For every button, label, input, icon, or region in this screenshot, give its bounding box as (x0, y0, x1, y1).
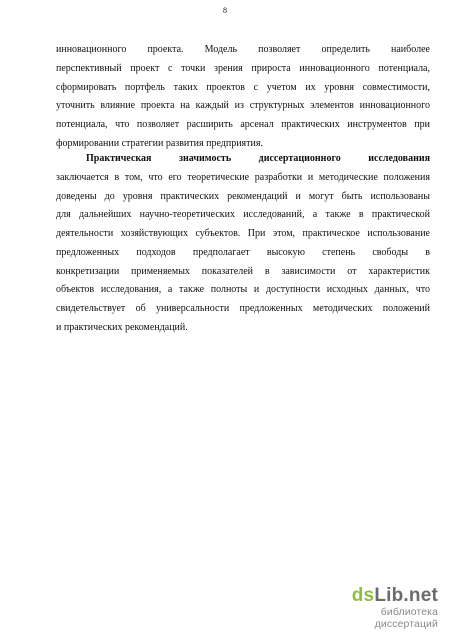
logo-part-net: .net (403, 585, 438, 606)
paragraph-model-description (56, 41, 430, 154)
text-line: сформировать портфель таких проектов с учетом их уровня совместимости, (56, 81, 430, 93)
text-line: конкретизации применяемых показателей в зависимости от характеристик (56, 265, 430, 277)
text-line: инновационного проекта. Модель позволяет определить наиболее (56, 44, 430, 55)
dslib-logo (328, 586, 438, 606)
logo-part-lib: Lib (374, 585, 404, 606)
text-line: перспективный проект с точки зрения прироста инновационного потенциала, (56, 62, 430, 74)
paragraph-practical-significance (56, 150, 430, 338)
page-number: 8 (223, 6, 227, 15)
text-line: объектов исследования, а также полноты и доступности исходных данных, что (56, 284, 430, 296)
text-line: потенциала, что позволяет расширить арсенал практических инструментов при (56, 119, 430, 130)
watermark-subtitle: библиотека диссертаций (374, 606, 438, 630)
text-line: и практических рекомендаций. (56, 321, 188, 333)
text-line: для дальнейших научно-теоретических исследований, а также в практической (56, 209, 430, 221)
text-line: доведены до уровня практических рекомендаций и могут быть использованы (56, 190, 430, 202)
dslib-watermark (328, 586, 438, 630)
logo-part-ds: ds (351, 585, 375, 606)
text-line: предложенных подходов предполагает высокую степень свободы в (56, 246, 430, 258)
paragraph-lead-heading: Практическая значимость диссертационного исследования (86, 153, 430, 164)
text-line: деятельности хозяйствующих субъектов. При этом, практическое использование (56, 228, 430, 239)
text-line: заключается в том, что его теоретические разработки и методические положения (56, 171, 430, 183)
text-line: формировании стратегии развития предприятия. (56, 137, 263, 149)
text-line: свидетельствует об универсальности предложенных методических положений (56, 303, 430, 314)
text-line: уточнить влияние проекта на каждый из структурных элементов инновационного (56, 100, 430, 112)
